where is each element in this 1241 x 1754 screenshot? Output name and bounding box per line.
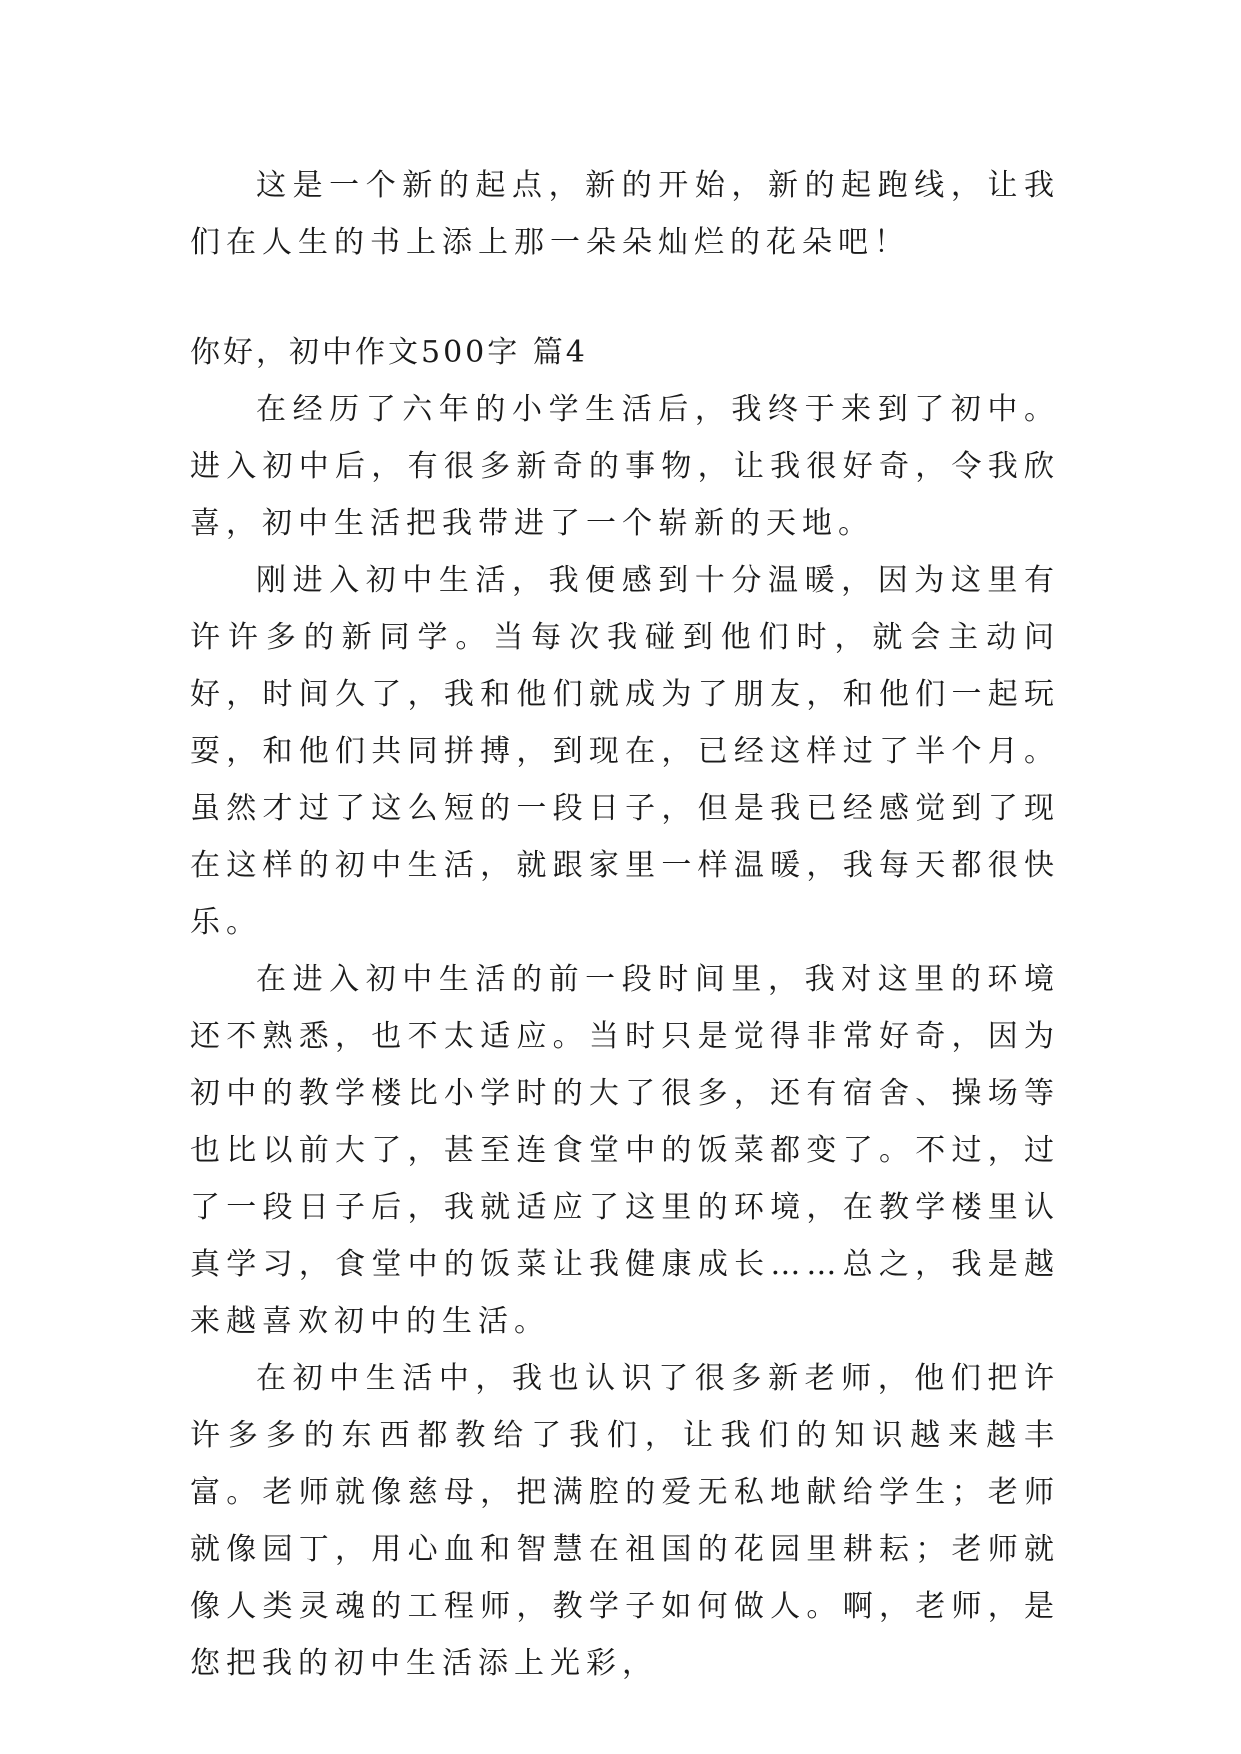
body-paragraph-2: 刚进入初中生活，我便感到十分温暖，因为这里有许许多的新同学。当每次我碰到他们时，就会主动问好，时间久了，我和他们就成为了朋友，和他们一起玩耍，和他们共同拼搏，到现在，已经这样过了半个月。虽然才过了这么短的一段日子，但是我已经感觉到了现在这样的初中生活，就跟家里一样温暖，我每天都很快乐。 (190, 563, 1060, 940)
document-body (190, 157, 1060, 1692)
body-paragraph-3: 在进入初中生活的前一段时间里，我对这里的环境还不熟悉，也不太适应。当时只是觉得非常好奇，因为初中的教学楼比小学时的大了很多，还有宿舍、操场等也比以前大了，甚至连食堂中的饭菜都变了。不过，过了一段日子后，我就适应了这里的环境，在教学楼里认真学习，食堂中的饭菜让我健康成长……总之，我是越来越喜欢初中的生活。 (190, 962, 1060, 1339)
body-paragraph-4: 在初中生活中，我也认识了很多新老师，他们把许许多多的东西都教给了我们，让我们的知识越来越丰富。老师就像慈母，把满腔的爱无私地献给学生；老师就像园丁，用心血和智慧在祖国的花园里耕耘；老师就像人类灵魂的工程师，教学子如何做人。啊，老师，是您把我的初中生活添上光彩， (190, 1361, 1060, 1681)
section-heading: 你好，初中作文500字 篇4 (190, 335, 588, 370)
body-paragraph-1: 在经历了六年的小学生活后，我终于来到了初中。进入初中后，有很多新奇的事物，让我很好奇，令我欣喜，初中生活把我带进了一个崭新的天地。 (190, 392, 1060, 541)
intro-paragraph: 这是一个新的起点，新的开始，新的起跑线，让我们在人生的书上添上那一朵朵灿烂的花朵吧！ (190, 168, 1060, 260)
